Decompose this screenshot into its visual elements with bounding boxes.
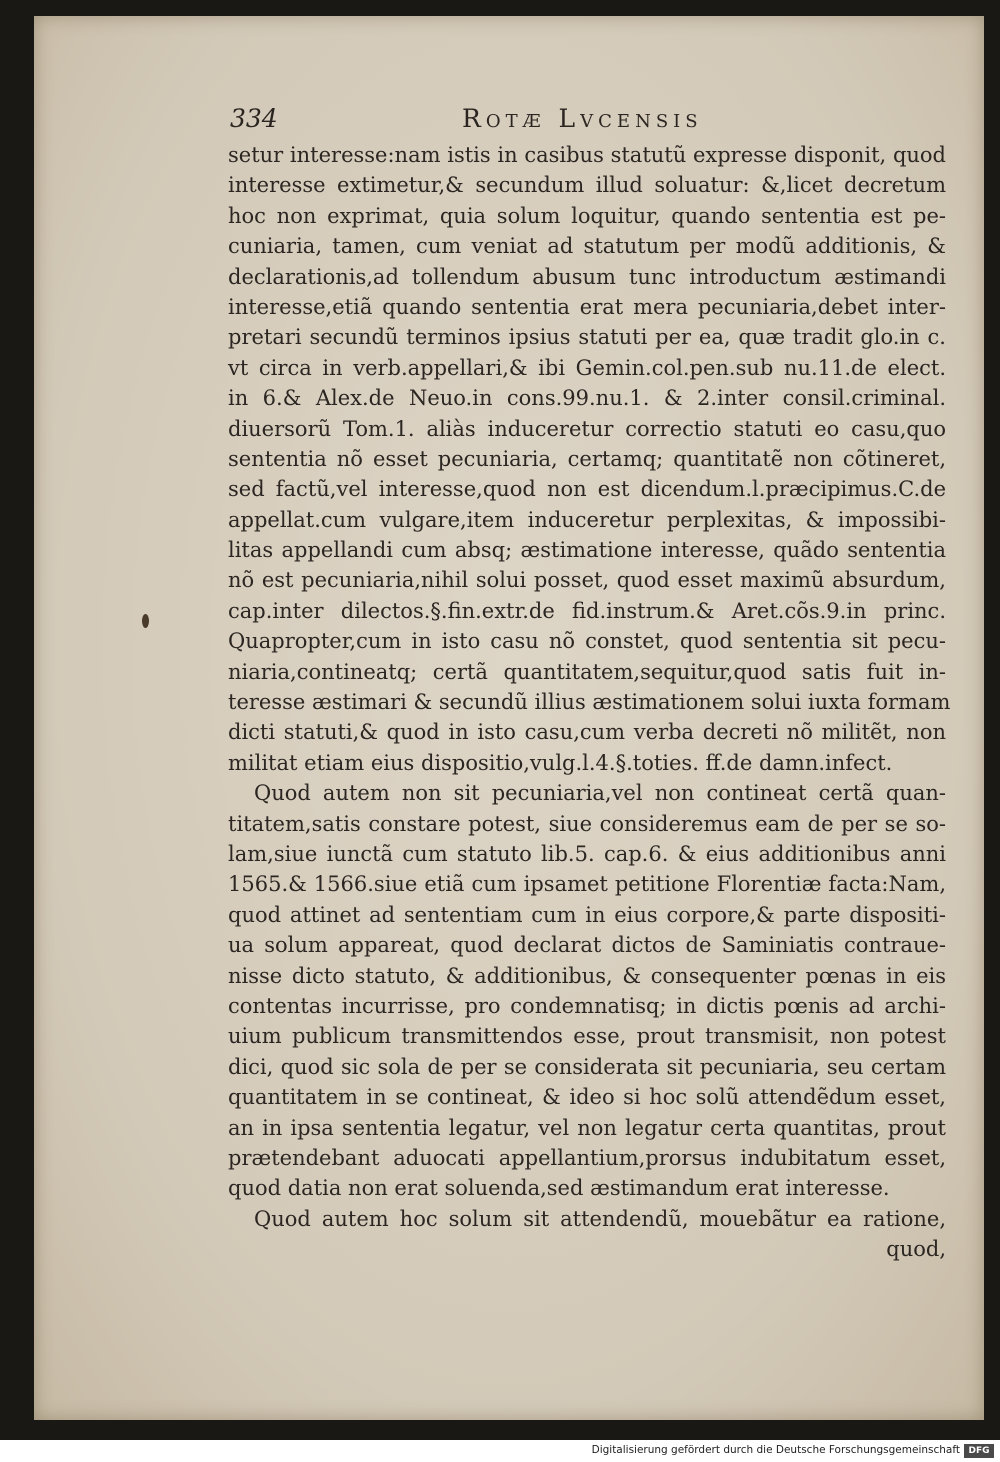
text-line: appellat.cum vulgare,item induceretur perplexitas, & impossibi- [228, 507, 946, 532]
text-line: vt circa in verb.appellari,& ibi Gemin.col.pen.sub nu.11.de elect. [228, 355, 946, 380]
page-number: 334 [230, 104, 278, 133]
text-line: sed factũ,vel interesse,quod non est dicendum.l.præcipimus.C.de [228, 477, 946, 502]
text-line: cuniaria, tamen, cum veniat ad statutum per modũ additionis, & [228, 234, 946, 259]
text-line: contentas incurrisse, pro condemnatisq; in dictis pœnis ad archi- [228, 993, 946, 1018]
text-line: prætendebant aduocati appellantium,prorsus indubitatum esset, [228, 1145, 946, 1170]
text-line: nisse dicto statuto, & additionibus, & consequenter pœnas in eis [228, 963, 946, 988]
text-line: declarationis,ad tollendum abusum tunc introductum æstimandi [228, 264, 946, 289]
text-line: dici, quod sic sola de per se considerata sit pecuniaria, seu certam [228, 1054, 946, 1079]
text-line: niaria,contineatq; certã quantitatem,sequitur,quod satis fuit in- [228, 659, 946, 684]
page-header [230, 104, 770, 138]
text-line: pretari secundũ terminos ipsius statuti per ea, quæ tradit glo.in c. [228, 325, 946, 350]
text-line: in 6.& Alex.de Neuo.in cons.99.nu.1. & 2.inter consil.criminal. [228, 386, 946, 411]
text-line: uium publicum transmittendos esse, prout transmisit, non potest [228, 1024, 946, 1049]
text-line: Quapropter,cum in isto casu nõ constet, quod sententia sit pecu- [228, 629, 946, 654]
running-head: Rotæ Lvcensis [462, 104, 703, 133]
text-line: an in ipsa sententia legatur, vel non legatur certa quantitas, prout [228, 1115, 946, 1140]
text-line: quod attinet ad sententiam cum in eius corpore,& parte dispositi- [228, 902, 946, 927]
text-line: sententia nõ esset pecuniaria, certamq; quantitatẽ non cõtineret, [228, 446, 946, 471]
text-line: nõ est pecuniaria,nihil solui posset, quod esset maximũ absurdum, [228, 568, 946, 593]
text-line: quod datia non erat soluenda,sed æstimandum erat interesse. [228, 1176, 890, 1201]
catchword: quod, [886, 1237, 946, 1262]
text-line: Quod autem non sit pecuniaria,vel non contineat certã quan- [254, 781, 946, 806]
funding-note: Digitalisierung gefördert durch die Deutsche Forschungsgemeinschaft [591, 1444, 960, 1456]
text-line: lam,siue iunctã cum statuto lib.5. cap.6. & eius additionibus anni [228, 841, 946, 866]
text-line: quantitatem in se contineat, & ideo si hoc solũ attendẽdum esset, [228, 1085, 946, 1110]
text-line: Quod autem hoc solum sit attendendũ, mouebãtur ea ratione, [254, 1206, 946, 1231]
text-line: dicti statuti,& quod in isto casu,cum verba decreti nõ militẽt, non [228, 720, 946, 745]
text-line: interesse,etiã quando sententia erat mera pecuniaria,debet inter- [228, 294, 946, 319]
text-line: ua solum appareat, quod declarat dictos de Saminiatis contraue- [228, 933, 946, 958]
footer-bar [0, 1440, 1000, 1462]
body-text [228, 140, 951, 1264]
text-line: titatem,satis constare potest, siue consideremus eam de per se so- [228, 811, 946, 836]
dfg-logo: DFG [964, 1444, 994, 1458]
text-line: litas appellandi cum absq; æstimatione interesse, quãdo sententia [228, 538, 946, 563]
text-line: cap.inter dilectos.§.fin.extr.de fid.instrum.& Aret.cõs.9.in princ. [228, 598, 946, 623]
text-line: teresse æstimari & secundũ illius æstimationem solui iuxta formam [228, 690, 951, 715]
text-line: interesse extimetur,& secundum illud soluatur: &,licet decretum [228, 173, 946, 198]
text-line: militat etiam eius dispositio,vulg.l.4.§.toties. ff.de damn.infect. [228, 750, 893, 775]
text-line: setur interesse:nam istis in casibus statutũ expresse disponit, quod [228, 143, 946, 167]
text-line: diuersorũ Tom.1. aliàs induceretur correctio statuti eo casu,quo [228, 416, 946, 441]
ink-blot [142, 614, 149, 628]
text-line: hoc non exprimat, quia solum loquitur, quando sententia est pe- [228, 203, 946, 228]
text-line: 1565.& 1566.siue etiã cum ipsamet petitione Florentiæ facta:Nam, [228, 872, 946, 897]
